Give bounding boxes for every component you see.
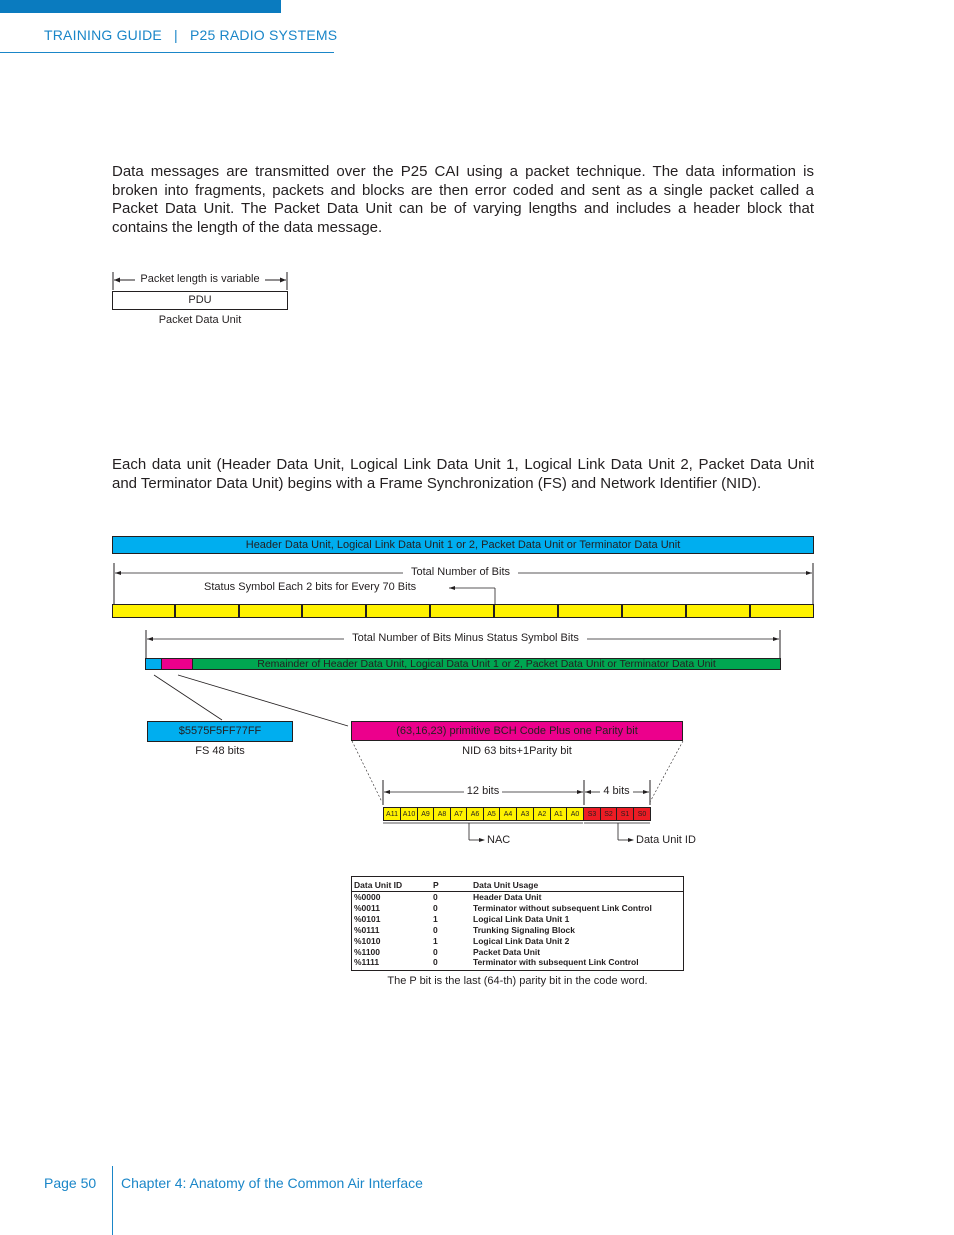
data-unit-id-label: Data Unit ID [636,834,696,846]
table-cell: %1010 [354,935,381,946]
nac-bit: A10 [401,808,418,820]
nac-bit: A5 [484,808,500,820]
table-cell: %0101 [354,913,381,924]
table-row [354,936,652,947]
table-cell: 0 [433,902,438,913]
duid-bits-label: 4 bits [603,785,630,797]
table-cell: %0111 [354,924,380,935]
status-symbol [685,605,687,617]
status-symbol [493,605,495,617]
total-bits-label: Total Number of Bits [403,566,518,578]
table-row [354,892,652,903]
status-symbol [365,605,367,617]
nac-bit: A4 [500,808,517,820]
status-symbol-bar [112,604,814,618]
running-header [44,27,337,43]
pdu-caption: Packet Data Unit [158,314,242,326]
col-header: Data Unit ID [354,880,403,891]
table-cell: Terminator without subsequent Link Control [473,902,652,913]
nid-bit-row [383,807,651,821]
nid-box: (63,16,23) primitive BCH Code Plus one Parity bit [351,721,683,741]
nac-label: NAC [487,834,511,846]
nac-bit: A6 [467,808,484,820]
status-symbol [301,605,303,617]
duid-bit: S0 [634,808,650,820]
table-cell: 0 [433,946,438,957]
table-row [354,947,652,958]
table-row [354,957,652,968]
pdu-length-label: Packet length is variable [140,273,260,285]
status-symbol-label: Status Symbol Each 2 bits for Every 70 Bits [204,581,417,593]
chapter-title: Chapter 4: Anatomy of the Common Air Interface [121,1175,423,1191]
header-guide: TRAINING GUIDE [44,27,162,43]
table-cell: 1 [433,913,438,924]
nac-bit: A9 [418,808,434,820]
table-cell: 1 [433,935,438,946]
table-row [354,925,652,936]
table-cell: %1111 [354,957,380,968]
table-cell: 0 [433,892,438,902]
status-symbol [621,605,623,617]
header-subject: P25 RADIO SYSTEMS [189,27,338,43]
status-symbol [429,605,431,617]
table-row [354,914,652,925]
page-number: Page 50 [44,1175,97,1191]
frame-bar [145,658,781,670]
header-accent-bar [0,0,281,13]
nac-bit: A11 [384,808,401,820]
col-header: P [433,880,439,891]
status-symbol [238,605,240,617]
table-cell: 0 [433,957,438,968]
nid-segment [162,659,193,669]
status-symbol [749,605,751,617]
table-cell: Logical Link Data Unit 2 [473,935,570,946]
table-cell: Packet Data Unit [473,946,541,957]
nac-bit: A1 [551,808,567,820]
paragraph-data-unit-intro: Each data unit (Header Data Unit, Logical Link Data Unit 1, Logical Link Data Unit 2, Packet Data Unit and Terminator Data Unit) begins with a Frame Synchronization (FS) and Network Identifier (NID). [112,456,814,492]
fs-segment [146,659,162,669]
nac-bit: A2 [534,808,551,820]
table-cell: %1100 [354,946,380,957]
nac-bit: A3 [517,808,534,820]
data-unit-id-table [351,876,684,971]
table-cell: Header Data Unit [473,892,542,902]
nac-bit: A7 [451,808,467,820]
duid-table [354,879,652,968]
table-cell: %0000 [354,892,381,902]
figure-data-unit [0,530,954,1010]
pdu-box: PDU [112,291,288,310]
duid-bit: S1 [617,808,634,820]
duid-bit: S2 [601,808,617,820]
table-cell: Logical Link Data Unit 1 [473,913,570,924]
table-cell: %0011 [354,902,380,913]
table-header-row [354,879,652,892]
nid-caption: NID 63 bits+1Parity bit [462,745,572,757]
status-symbol [557,605,559,617]
nac-bit: A8 [434,808,451,820]
table-cell: Trunking Signaling Block [473,924,576,935]
fs-caption: FS 48 bits [195,745,245,757]
minus-status-label: Total Number of Bits Minus Status Symbol Bits [352,632,579,644]
duid-bit: S3 [584,808,601,820]
data-unit-bar: Header Data Unit, Logical Link Data Unit 1 or 2, Packet Data Unit or Terminator Data Unit [112,536,814,554]
paragraph-pdu-intro: Data messages are transmitted over the P25 CAI using a packet technique. The data information is broken into fragments, packets and blocks are then error coded and sent as a single packet called a Packet Data Unit. The Packet Data Unit can be of varying lengths and includes a header block that contains the length of the data message. [112,163,814,237]
fs-box: $5575F5FF77FF [147,721,293,742]
header-rule [0,52,334,53]
footer-divider [112,1166,113,1235]
table-row [354,903,652,914]
nac-bits-label: 12 bits [466,785,500,797]
figure-pdu [112,268,288,330]
header-separator: | [174,27,178,43]
col-header: Data Unit Usage [473,880,539,891]
remainder-segment: Remainder of Header Data Unit, Logical Data Unit 1 or 2, Packet Data Unit or Terminator Data Unit [193,659,780,669]
table-cell: Terminator with subsequent Link Control [473,957,639,968]
status-symbol [174,605,176,617]
table-cell: 0 [433,924,438,935]
table-caption: The P bit is the last (64-th) parity bit in the code word. [387,975,648,987]
nac-bit: A0 [567,808,584,820]
